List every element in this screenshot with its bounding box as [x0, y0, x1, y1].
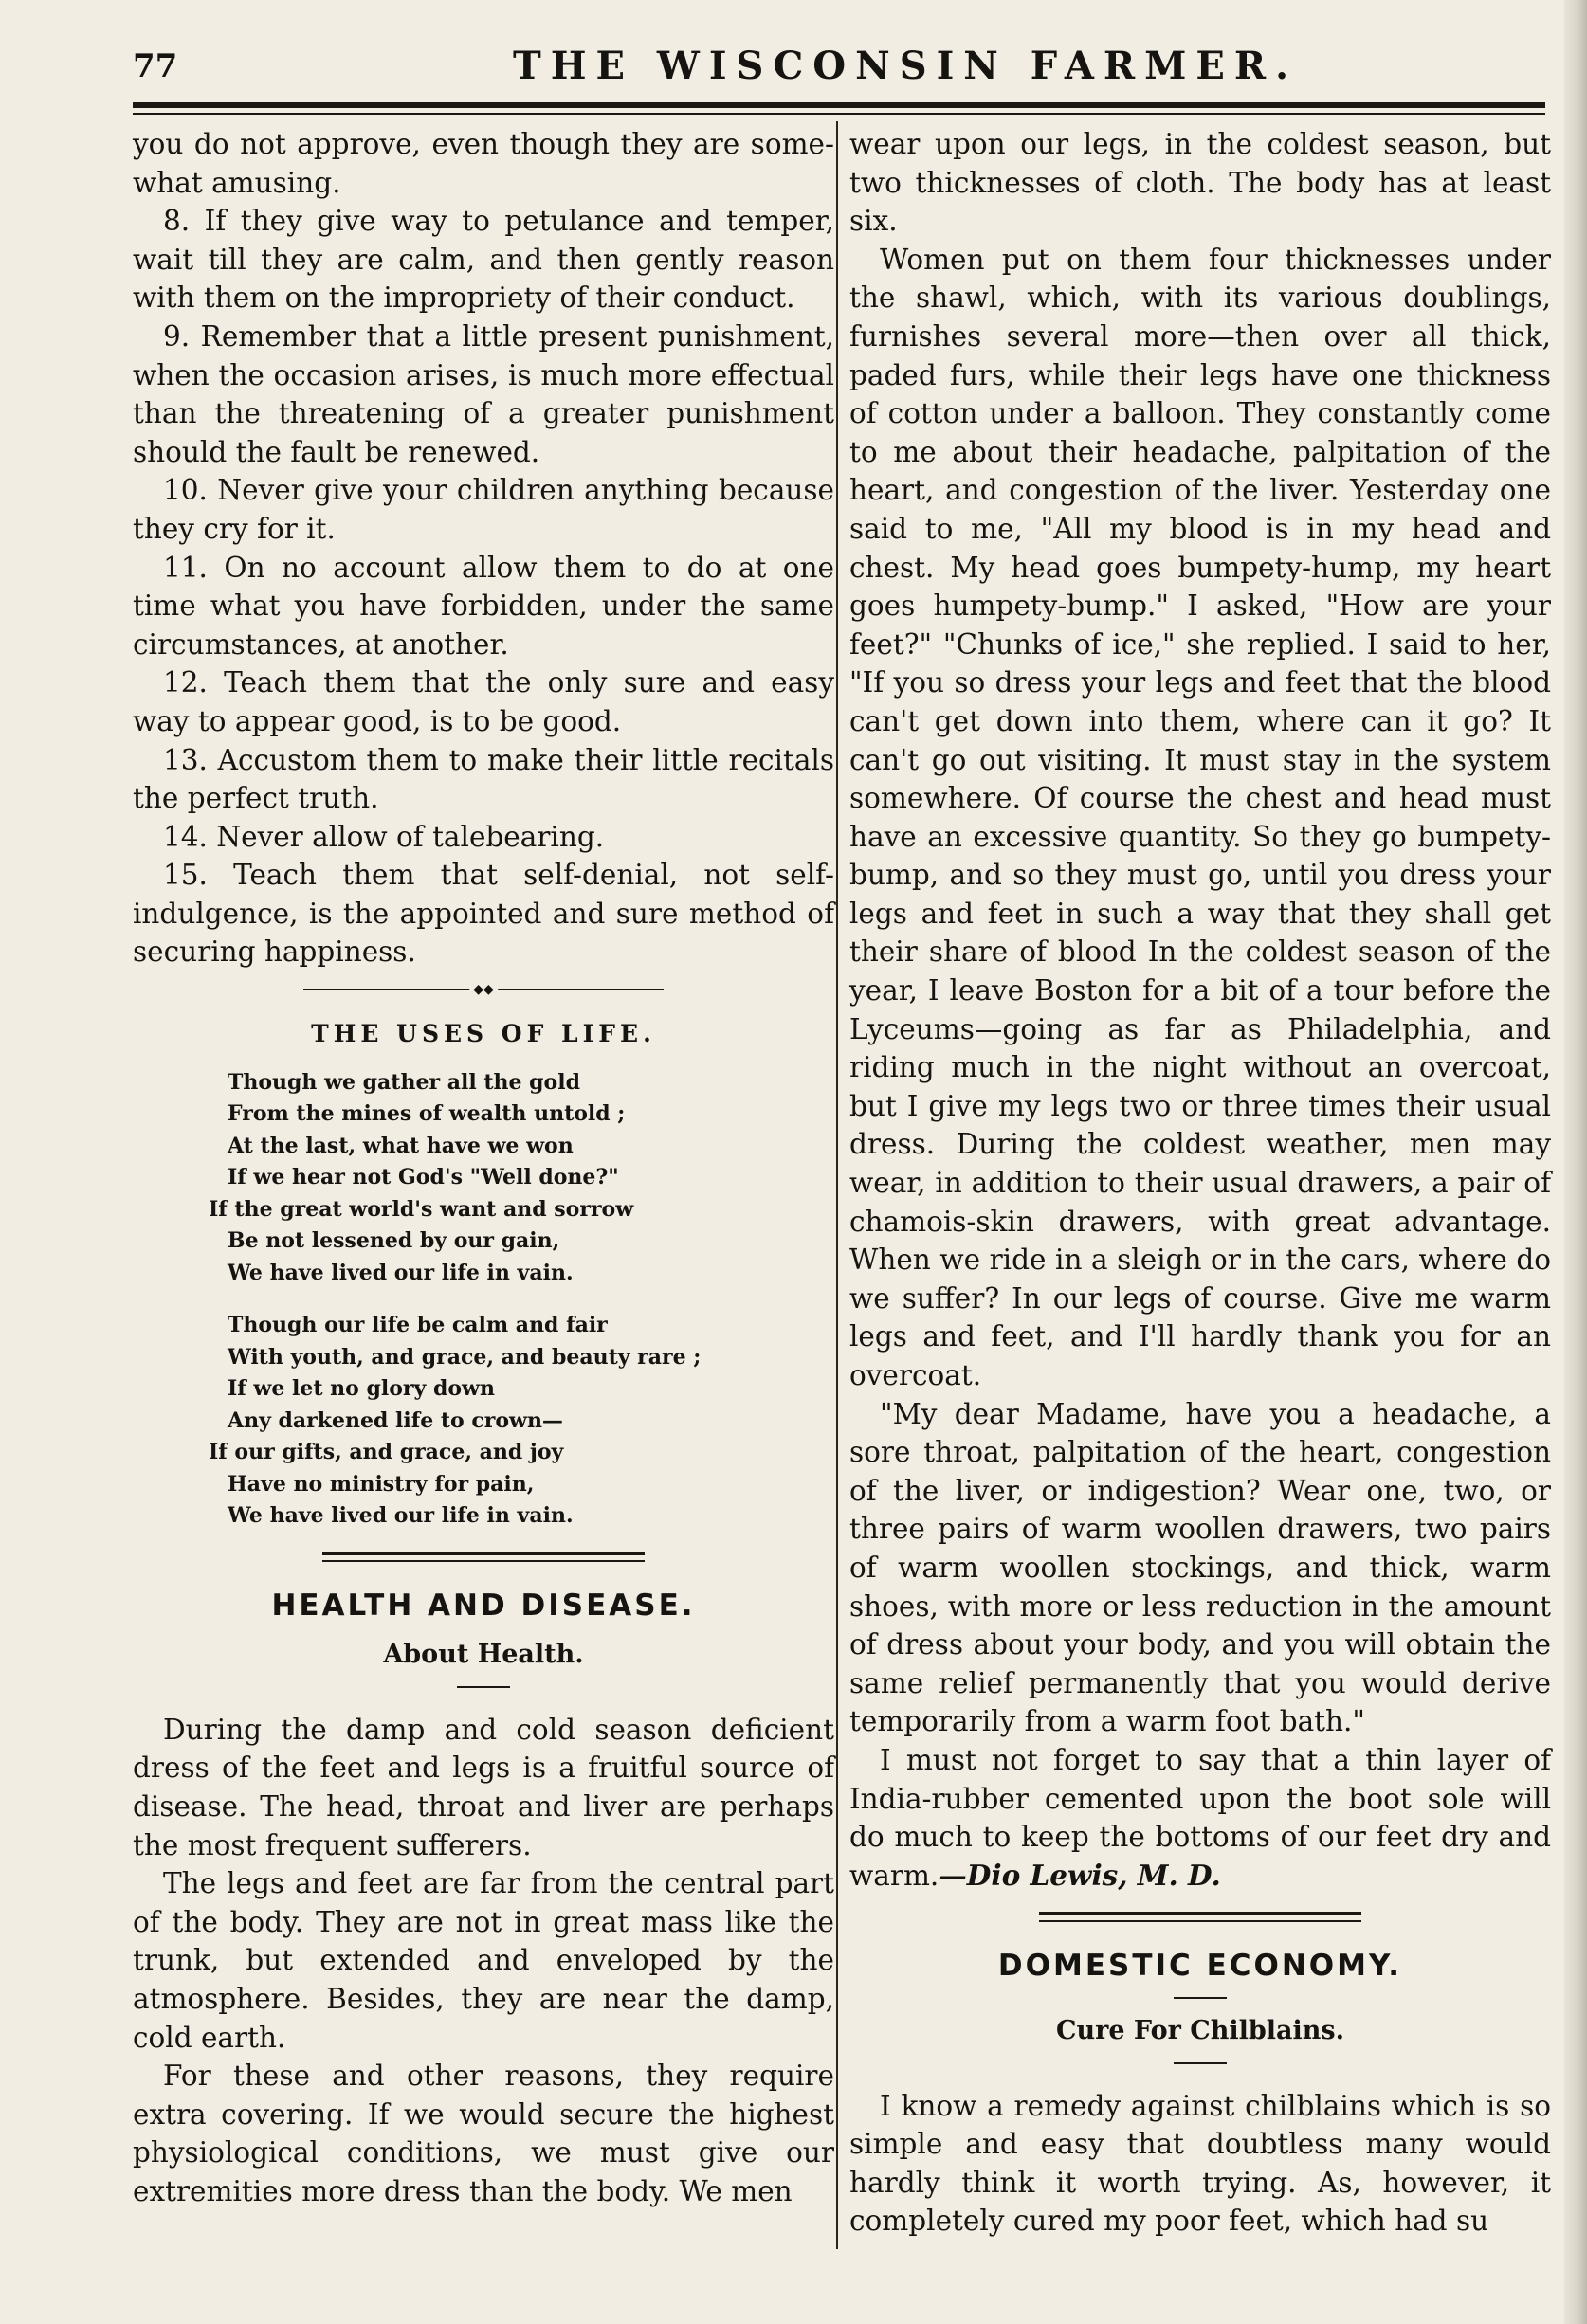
article-title: About Health. — [383, 1640, 584, 1670]
page-number: 77 — [133, 47, 178, 85]
poem-line: If the great world's want and sorrow — [209, 1196, 634, 1222]
paragraph-text: I must not forget to say that a thin layer of India-rubber cemented upon the boot sole will do much to keep the bottoms of our feet dry and warm. — [849, 1743, 1551, 1892]
rule-item: 9. Remember that a little present punishment, when the occasion arises, is much more effectual than the threatening of a greater punishment should the fault be renewed. — [133, 319, 834, 468]
header-rule — [133, 102, 1545, 108]
article-paragraph: "My dear Madame, have you a headache, a sore throat, palpitation of the heart, congestion of the liver, or indigestion? Wear one, two, or three pairs of warm woollen drawers, two pairs of warm woollen stockings, and thick, warm shoes, with more or less reduction in the amount of dress about your body, and you will obtain the same relief permanently that you would derive temporarily from a warm foot bath." — [849, 1397, 1551, 1738]
rule-item: 15. Teach them that self-denial, not self-indulgence, is the appointed and sure method of securing happiness. — [133, 859, 834, 969]
poem-line: Though our life be calm and fair — [228, 1313, 608, 1338]
article-paragraph: During the damp and cold season deficient dress of the feet and legs is a fruitful source of disease. The head, throat and liver are perhaps the most frequent sufferers. — [133, 1713, 834, 1861]
poem-line: If we hear not God's "Well done?" — [228, 1165, 619, 1190]
column-divider — [836, 121, 838, 2249]
rule-item: 10. Never give your children anything because they cry for it. — [133, 474, 834, 545]
rule-item: 14. Never allow of talebearing. — [163, 820, 605, 853]
ornament-divider: ◆◆ — [303, 989, 664, 990]
article-title: Cure For Chilblains. — [1055, 2015, 1344, 2045]
rule-item: 12. Teach them that the only sure and easy way to appear good, is to be good. — [133, 666, 834, 737]
rule-item: 8. If they give way to petulance and temper, wait till they are calm, and then gently reason with them on the impropriety of their conduct. — [133, 205, 834, 315]
section-divider — [1039, 1912, 1361, 1922]
poem-line: If we let no glory down — [228, 1376, 495, 1402]
title-rule — [457, 1686, 510, 1688]
poem-line: If our gifts, and grace, and joy — [209, 1440, 564, 1465]
right-column — [849, 125, 1551, 2241]
rule-item: 11. On no account allow them to do at one time what you have forbidden, under the same circumstances, at another. — [133, 551, 834, 661]
poem-line: Be not lessened by our gain, — [228, 1228, 560, 1254]
article-paragraph: The legs and feet are far from the central part of the body. They are not in great mass like the trunk, but extended and enveloped by the atmosphere. Besides, they are near the damp, cold earth. — [133, 1867, 834, 2054]
poem-line: At the last, what have we won — [228, 1133, 574, 1158]
article-paragraph — [849, 1741, 1551, 1895]
article-paragraph: wear upon our legs, in the coldest season, but two thicknesses of cloth. The body has at least six. — [849, 128, 1551, 238]
page-header — [133, 38, 1545, 95]
poem-title: THE USES OF LIFE. — [311, 1020, 656, 1048]
intro-line: you do not approve, even though they are some- — [133, 128, 834, 160]
poem-line: Any darkened life to crown— — [228, 1407, 563, 1433]
left-column — [133, 125, 834, 2211]
author-signature: —Dio Lewis, M. D. — [939, 1858, 1221, 1892]
poem-line: Have no ministry for pain, — [228, 1471, 535, 1497]
section-divider — [322, 1552, 645, 1562]
poem-line: From the mines of wealth untold ; — [228, 1101, 626, 1127]
poem — [209, 1067, 834, 1533]
rule-item: 13. Accustom them to make their little recitals the perfect truth. — [133, 743, 834, 815]
title-rule — [1174, 1997, 1227, 1999]
article-paragraph: For these and other reasons, they require extra covering. If we would secure the highest physiological conditions, we must give our extremities more dress than the body. We men — [133, 2060, 834, 2207]
intro-line: what amusing. — [133, 166, 341, 199]
section-heading-health: HEALTH AND DISEASE. — [271, 1588, 696, 1623]
poem-line: We have lived our life in vain. — [228, 1503, 574, 1529]
article-paragraph: I know a remedy against chilblains which is so simple and easy that doubtless many would hardly think it worth trying. As, however, it completely cured my poor feet, which had su — [849, 2089, 1551, 2238]
page-edge — [1564, 0, 1587, 2324]
header-rule-thin — [133, 113, 1545, 115]
poem-line: We have lived our life in vain. — [228, 1260, 574, 1285]
masthead-title: THE WISCONSIN FARMER. — [512, 44, 1299, 88]
poem-line: With youth, and grace, and beauty rare ; — [228, 1344, 702, 1370]
article-paragraph: Women put on them four thicknesses under the shawl, which, with its various doublings, furnishes several more—then over all thick, paded furs, while their legs have one thickness of cotton under a balloon. They constantly come to me about their headache, palpitation of the heart, and congestion of the liver. Yesterday one said to me, "All my blood is in my head and chest. My head goes bumpety-hump, my heart goes humpety-bump." I asked, "How are your feet?" "Chunks of ice," she replied. I said to her, "If you so dress your legs and feet that the blood can't get down into them, where can it go? It can't go out visiting. It must stay in the system somewhere. Of course the chest and head must have an excessive quantity. So they go bumpety-bump, and so they must go, until you dress your legs and feet in such a way that they shall get their share of blood In the coldest season of the year, I leave Boston for a bit of a tour before the Lyceums—going as far as Philadelphia, and riding much in the night without an overcoat, but I give my legs two or three times their usual dress. During the coldest weather, men may wear, in addition to their usual drawers, a pair of chamois-skin drawers, with great advantage. When we ride in a sleigh or in the cars, where do we suffer? In our legs of course. Give me warm legs and feet, and I'll hardly thank you for an overcoat. — [849, 243, 1551, 1391]
poem-line: Though we gather all the gold — [228, 1069, 580, 1095]
title-rule — [1174, 2062, 1227, 2064]
section-heading-domestic: DOMESTIC ECONOMY. — [997, 1949, 1403, 1984]
